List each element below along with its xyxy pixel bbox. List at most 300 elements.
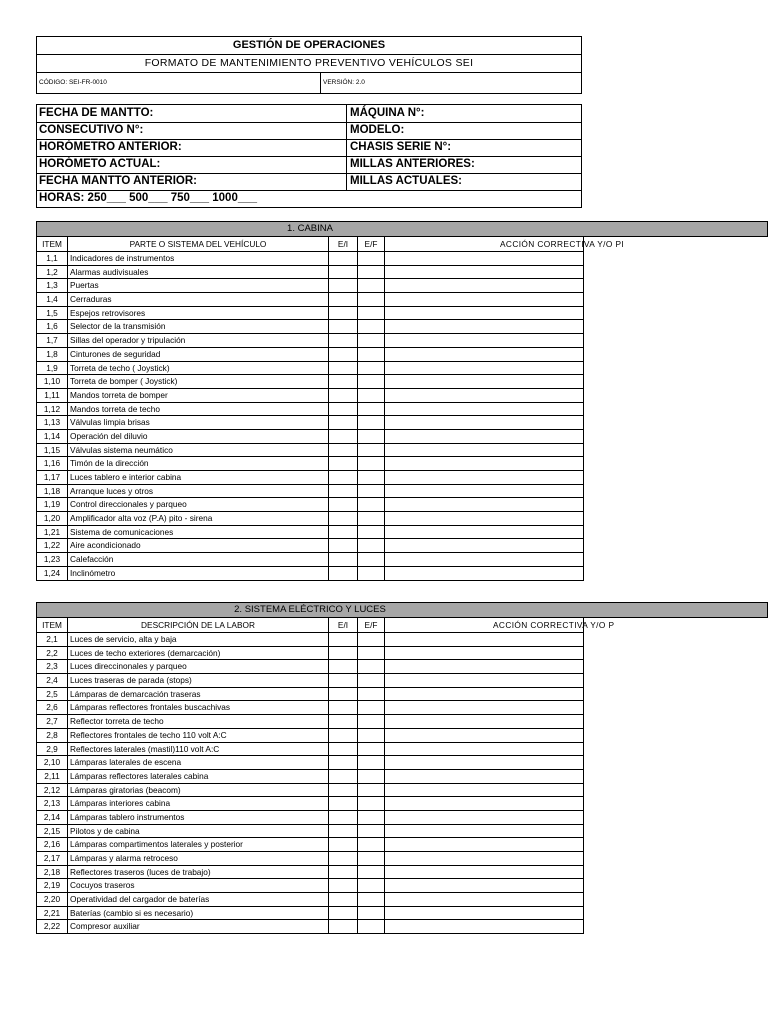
ef-cell[interactable] [358, 633, 385, 646]
action-cell[interactable] [385, 688, 583, 701]
item-description: Selector de la transmisión [68, 320, 329, 333]
item-description: Reflector torreta de techo [68, 715, 329, 728]
action-cell[interactable] [385, 279, 583, 292]
item-number: 2,7 [37, 715, 68, 728]
action-cell[interactable] [385, 866, 583, 879]
table-row [37, 471, 583, 485]
ef-cell[interactable] [358, 852, 385, 865]
table-row [37, 539, 583, 553]
col-header-ef: E/F [358, 237, 385, 251]
item-description: Operatividad del cargador de baterías [68, 893, 329, 906]
ei-cell[interactable] [329, 743, 358, 756]
ei-cell[interactable] [329, 893, 358, 906]
action-cell[interactable] [385, 852, 583, 865]
action-cell[interactable] [385, 647, 583, 660]
action-cell[interactable] [385, 320, 583, 333]
item-description: Reflectores laterales (mastil)110 volt A:C [68, 743, 329, 756]
ef-cell[interactable] [358, 512, 385, 525]
ei-cell[interactable] [329, 526, 358, 539]
ef-cell[interactable] [358, 389, 385, 402]
item-number: 1,4 [37, 293, 68, 306]
table-row [37, 729, 583, 743]
ef-cell[interactable] [358, 252, 385, 265]
table-row [37, 784, 583, 798]
item-number: 2,8 [37, 729, 68, 742]
ef-cell[interactable] [358, 444, 385, 457]
item-number: 2,12 [37, 784, 68, 797]
ef-cell[interactable] [358, 403, 385, 416]
action-cell[interactable] [385, 389, 583, 402]
ef-cell[interactable] [358, 729, 385, 742]
table-header-row [37, 618, 615, 633]
ei-cell[interactable] [329, 485, 358, 498]
action-cell[interactable] [385, 512, 583, 525]
action-cell[interactable] [385, 471, 583, 484]
item-number: 2,6 [37, 701, 68, 714]
item-number: 2,20 [37, 893, 68, 906]
item-number: 1,13 [37, 416, 68, 429]
ei-cell[interactable] [329, 512, 358, 525]
action-cell[interactable] [385, 715, 583, 728]
table-row [37, 825, 583, 839]
table-row [37, 811, 583, 825]
col-header-part: PARTE O SISTEMA DEL VEHÍCULO [68, 237, 329, 251]
item-number: 1,22 [37, 539, 68, 552]
ef-cell[interactable] [358, 279, 385, 292]
ei-cell[interactable] [329, 252, 358, 265]
action-cell[interactable] [385, 430, 583, 443]
ef-cell[interactable] [358, 293, 385, 306]
ef-cell[interactable] [358, 362, 385, 375]
item-description: Válvulas limpia brisas [68, 416, 329, 429]
action-cell[interactable] [385, 784, 583, 797]
ei-cell[interactable] [329, 471, 358, 484]
field-label-chasis: CHASIS SERIE N°: [350, 141, 452, 153]
header-meta-row [37, 72, 581, 93]
ef-cell[interactable] [358, 553, 385, 566]
item-number: 2,11 [37, 770, 68, 783]
item-description: Sillas del operador y tripulación [68, 334, 329, 347]
action-cell[interactable] [385, 660, 583, 673]
ef-cell[interactable] [358, 879, 385, 892]
action-cell[interactable] [385, 266, 583, 279]
item-description: Luces de servicio, alta y baja [68, 633, 329, 646]
ei-cell[interactable] [329, 539, 358, 552]
item-number: 2,3 [37, 660, 68, 673]
ei-cell[interactable] [329, 811, 358, 824]
ei-cell[interactable] [329, 457, 358, 470]
maintenance-info-block [36, 104, 582, 208]
item-description: Pilotos y de cabina [68, 825, 329, 838]
item-description: Reflectores frontales de techo 110 volt A:C [68, 729, 329, 742]
action-cell[interactable] [385, 729, 583, 742]
table-row [37, 444, 583, 458]
item-description: Amplificador alta voz (P.A) pito - sirena [68, 512, 329, 525]
item-description: Lámparas y alarma retroceso [68, 852, 329, 865]
item-description: Luces tablero e interior cabina [68, 471, 329, 484]
info-row [37, 122, 581, 140]
action-cell[interactable] [385, 633, 583, 646]
item-number: 1,10 [37, 375, 68, 388]
ef-cell[interactable] [358, 375, 385, 388]
item-number: 1,12 [37, 403, 68, 416]
item-description: Mandos torreta de bomper [68, 389, 329, 402]
item-description: Timón de la dirección [68, 457, 329, 470]
item-number: 1,23 [37, 553, 68, 566]
ef-cell[interactable] [358, 701, 385, 714]
item-description: Compresor auxiliar [68, 920, 329, 933]
col-header-action-label: ACCIÓN CORRECTIVA Y/O P [493, 620, 615, 630]
item-number: 1,7 [37, 334, 68, 347]
ei-cell[interactable] [329, 797, 358, 810]
col-header-item: ITEM [37, 618, 68, 632]
action-cell[interactable] [385, 457, 583, 470]
item-description: Lámparas laterales de escena [68, 756, 329, 769]
table-header-row [37, 237, 625, 252]
action-cell[interactable] [385, 539, 583, 552]
action-cell[interactable] [385, 348, 583, 361]
item-number: 1,11 [37, 389, 68, 402]
ei-cell[interactable] [329, 334, 358, 347]
action-cell[interactable] [385, 293, 583, 306]
item-number: 1,18 [37, 485, 68, 498]
ef-cell[interactable] [358, 348, 385, 361]
table-row [37, 320, 583, 334]
item-number: 1,14 [37, 430, 68, 443]
ef-cell[interactable] [358, 526, 385, 539]
item-description: Mandos torreta de techo [68, 403, 329, 416]
ef-cell[interactable] [358, 825, 385, 838]
action-cell[interactable] [385, 811, 583, 824]
ei-cell[interactable] [329, 320, 358, 333]
item-description: Lámparas interiores cabina [68, 797, 329, 810]
item-number: 2,21 [37, 907, 68, 920]
ei-cell[interactable] [329, 293, 358, 306]
action-cell[interactable] [385, 444, 583, 457]
item-description: Reflectores traseros (luces de trabajo) [68, 866, 329, 879]
item-description: Lámparas compartimentos laterales y posterior [68, 838, 329, 851]
item-description: Arranque luces y otros [68, 485, 329, 498]
ef-cell[interactable] [358, 770, 385, 783]
table-row [37, 633, 583, 647]
table-row [37, 688, 583, 702]
col-header-action [385, 237, 625, 251]
item-description: Inclinómetro [68, 567, 329, 580]
ei-cell[interactable] [329, 770, 358, 783]
item-number: 2,22 [37, 920, 68, 933]
field-label-fecha-anterior: FECHA MANTTO ANTERIOR: [39, 175, 198, 187]
action-cell[interactable] [385, 825, 583, 838]
col-header-action [385, 618, 615, 632]
item-description: Lámparas tablero instrumentos [68, 811, 329, 824]
field-label-consecutivo: CONSECUTIVO N°: [39, 124, 144, 136]
table-row [37, 674, 583, 688]
item-number: 1,20 [37, 512, 68, 525]
item-number: 2,9 [37, 743, 68, 756]
ef-cell[interactable] [358, 485, 385, 498]
item-number: 2,17 [37, 852, 68, 865]
ei-cell[interactable] [329, 674, 358, 687]
item-number: 2,10 [37, 756, 68, 769]
ei-cell[interactable] [329, 430, 358, 443]
ei-cell[interactable] [329, 279, 358, 292]
ef-cell[interactable] [358, 893, 385, 906]
table-row [37, 907, 583, 921]
item-description: Lámparas de demarcación traseras [68, 688, 329, 701]
action-cell[interactable] [385, 567, 583, 580]
ef-cell[interactable] [358, 266, 385, 279]
table-row [37, 307, 583, 321]
table-row [37, 430, 583, 444]
item-description: Luces traseras de parada (stops) [68, 674, 329, 687]
ef-cell[interactable] [358, 866, 385, 879]
ei-cell[interactable] [329, 633, 358, 646]
item-description: Lámparas giratorias (beacom) [68, 784, 329, 797]
action-cell[interactable] [385, 838, 583, 851]
cabina-checklist-table [36, 237, 625, 581]
item-description: Operación del diluvio [68, 430, 329, 443]
info-row [37, 156, 581, 174]
item-description: Torreta de techo ( Joystick) [68, 362, 329, 375]
action-cell[interactable] [385, 498, 583, 511]
ei-cell[interactable] [329, 838, 358, 851]
item-number: 1,9 [37, 362, 68, 375]
ef-cell[interactable] [358, 715, 385, 728]
ei-cell[interactable] [329, 825, 358, 838]
action-cell[interactable] [385, 403, 583, 416]
action-cell[interactable] [385, 756, 583, 769]
item-number: 1,5 [37, 307, 68, 320]
ei-cell[interactable] [329, 389, 358, 402]
action-cell[interactable] [385, 770, 583, 783]
table-row [37, 879, 583, 893]
ef-cell[interactable] [358, 660, 385, 673]
info-row [37, 139, 581, 157]
action-cell[interactable] [385, 416, 583, 429]
action-cell[interactable] [385, 553, 583, 566]
table-row [37, 457, 583, 471]
ef-cell[interactable] [358, 797, 385, 810]
col-header-ef: E/F [358, 618, 385, 632]
col-header-description: DESCRIPCIÓN DE LA LABOR [68, 618, 329, 632]
ef-cell[interactable] [358, 647, 385, 660]
item-number: 2,13 [37, 797, 68, 810]
ef-cell[interactable] [358, 674, 385, 687]
item-description: Calefacción [68, 553, 329, 566]
item-description: Luces direccinonales y parqueo [68, 660, 329, 673]
col-header-ei: E/I [329, 237, 358, 251]
header-title: GESTIÓN DE OPERACIONES [37, 37, 581, 55]
ef-cell[interactable] [358, 784, 385, 797]
table-row [37, 389, 583, 403]
item-description: Aire acondicionado [68, 539, 329, 552]
field-label-millas-anteriores: MILLAS ANTERIORES: [350, 158, 475, 170]
document-version: VERSIÓN: 2.0 [323, 79, 365, 86]
ei-cell[interactable] [329, 660, 358, 673]
ei-cell[interactable] [329, 498, 358, 511]
table-row [37, 567, 583, 581]
item-description: Lámparas reflectores laterales cabina [68, 770, 329, 783]
ei-cell[interactable] [329, 879, 358, 892]
ei-cell[interactable] [329, 362, 358, 375]
field-label-modelo: MODELO: [350, 124, 405, 136]
table-row [37, 701, 583, 715]
info-row [37, 173, 581, 191]
ef-cell[interactable] [358, 498, 385, 511]
ei-cell[interactable] [329, 688, 358, 701]
ei-cell[interactable] [329, 416, 358, 429]
ei-cell[interactable] [329, 784, 358, 797]
item-number: 1,24 [37, 567, 68, 580]
header-subtitle: FORMATO DE MANTENIMIENTO PREVENTIVO VEHÍCULOS SEI [37, 54, 581, 73]
ef-cell[interactable] [358, 688, 385, 701]
item-description: Luces de techo exteriores (demarcación) [68, 647, 329, 660]
item-description: Espejos retrovisores [68, 307, 329, 320]
table-row [37, 660, 583, 674]
item-number: 1,21 [37, 526, 68, 539]
action-cell[interactable] [385, 526, 583, 539]
action-cell[interactable] [385, 797, 583, 810]
table-row [37, 838, 583, 852]
ei-cell[interactable] [329, 444, 358, 457]
ef-cell[interactable] [358, 838, 385, 851]
ef-cell[interactable] [358, 907, 385, 920]
item-number: 1,16 [37, 457, 68, 470]
table-row [37, 920, 583, 934]
item-number: 2,2 [37, 647, 68, 660]
action-cell[interactable] [385, 485, 583, 498]
ef-cell[interactable] [358, 567, 385, 580]
section-title: 2. SISTEMA ELÉCTRICO Y LUCES [234, 604, 386, 615]
table-row [37, 526, 583, 540]
ef-cell[interactable] [358, 430, 385, 443]
ei-cell[interactable] [329, 348, 358, 361]
ef-cell[interactable] [358, 539, 385, 552]
ei-cell[interactable] [329, 729, 358, 742]
ei-cell[interactable] [329, 920, 358, 933]
table-row [37, 553, 583, 567]
field-label-fecha-mantto: FECHA DE MANTTO: [39, 107, 154, 119]
action-cell[interactable] [385, 252, 583, 265]
field-label-horometro-anterior: HORÓMETRO ANTERIOR: [39, 141, 182, 153]
item-description: Cerraduras [68, 293, 329, 306]
item-description: Indicadores de instrumentos [68, 252, 329, 265]
table-row [37, 348, 583, 362]
table-row [37, 485, 583, 499]
ei-cell[interactable] [329, 907, 358, 920]
ei-cell[interactable] [329, 701, 358, 714]
action-cell[interactable] [385, 362, 583, 375]
info-row [37, 190, 581, 207]
ei-cell[interactable] [329, 647, 358, 660]
table-row [37, 252, 583, 266]
ei-cell[interactable] [329, 403, 358, 416]
section-cabina-title-bar [36, 221, 768, 237]
ei-cell[interactable] [329, 852, 358, 865]
ei-cell[interactable] [329, 307, 358, 320]
table-row [37, 715, 583, 729]
ei-cell[interactable] [329, 715, 358, 728]
ei-cell[interactable] [329, 553, 358, 566]
action-cell[interactable] [385, 907, 583, 920]
item-number: 1,2 [37, 266, 68, 279]
table-row [37, 375, 583, 389]
action-cell[interactable] [385, 307, 583, 320]
electrico-checklist-table [36, 618, 615, 934]
ef-cell[interactable] [358, 811, 385, 824]
item-number: 2,14 [37, 811, 68, 824]
table-row [37, 866, 583, 880]
document-code: CÓDIGO: SEI-FR-0010 [39, 79, 107, 86]
action-cell[interactable] [385, 920, 583, 933]
action-cell[interactable] [385, 743, 583, 756]
field-label-horometro-actual: HORÓMETO ACTUAL: [39, 158, 161, 170]
col-header-action-label: ACCIÓN CORRECTIVA Y/O PI [500, 239, 625, 249]
table-row [37, 279, 583, 293]
item-number: 1,8 [37, 348, 68, 361]
ef-cell[interactable] [358, 416, 385, 429]
table-row [37, 770, 583, 784]
ef-cell[interactable] [358, 457, 385, 470]
action-cell[interactable] [385, 334, 583, 347]
action-cell[interactable] [385, 674, 583, 687]
table-row [37, 647, 583, 661]
ei-cell[interactable] [329, 756, 358, 769]
item-description: Cocuyos traseros [68, 879, 329, 892]
item-number: 1,1 [37, 252, 68, 265]
table-row [37, 893, 583, 907]
table-row [37, 852, 583, 866]
action-cell[interactable] [385, 879, 583, 892]
ef-cell[interactable] [358, 307, 385, 320]
ei-cell[interactable] [329, 266, 358, 279]
item-number: 1,19 [37, 498, 68, 511]
item-description: Cinturones de seguridad [68, 348, 329, 361]
item-number: 2,5 [37, 688, 68, 701]
ef-cell[interactable] [358, 471, 385, 484]
ef-cell[interactable] [358, 920, 385, 933]
item-description: Baterías (cambio si es necesario) [68, 907, 329, 920]
item-number: 1,3 [37, 279, 68, 292]
ei-cell[interactable] [329, 866, 358, 879]
ef-cell[interactable] [358, 320, 385, 333]
table-row [37, 498, 583, 512]
item-description: Puertas [68, 279, 329, 292]
item-number: 2,16 [37, 838, 68, 851]
item-description: Torreta de bomper ( Joystick) [68, 375, 329, 388]
item-number: 2,19 [37, 879, 68, 892]
info-row [37, 105, 581, 123]
table-row [37, 756, 583, 770]
action-cell[interactable] [385, 375, 583, 388]
header-divider [320, 72, 321, 93]
document-header [36, 36, 582, 94]
field-label-horas: HORAS: 250___ 500___ 750___ 1000___ [39, 192, 258, 204]
ef-cell[interactable] [358, 334, 385, 347]
ei-cell[interactable] [329, 567, 358, 580]
action-cell[interactable] [385, 701, 583, 714]
item-number: 2,18 [37, 866, 68, 879]
table-row [37, 797, 583, 811]
action-cell[interactable] [385, 893, 583, 906]
item-description: Sistema de comunicaciones [68, 526, 329, 539]
item-number: 2,15 [37, 825, 68, 838]
ef-cell[interactable] [358, 756, 385, 769]
ef-cell[interactable] [358, 743, 385, 756]
ei-cell[interactable] [329, 375, 358, 388]
item-number: 2,1 [37, 633, 68, 646]
table-row [37, 512, 583, 526]
